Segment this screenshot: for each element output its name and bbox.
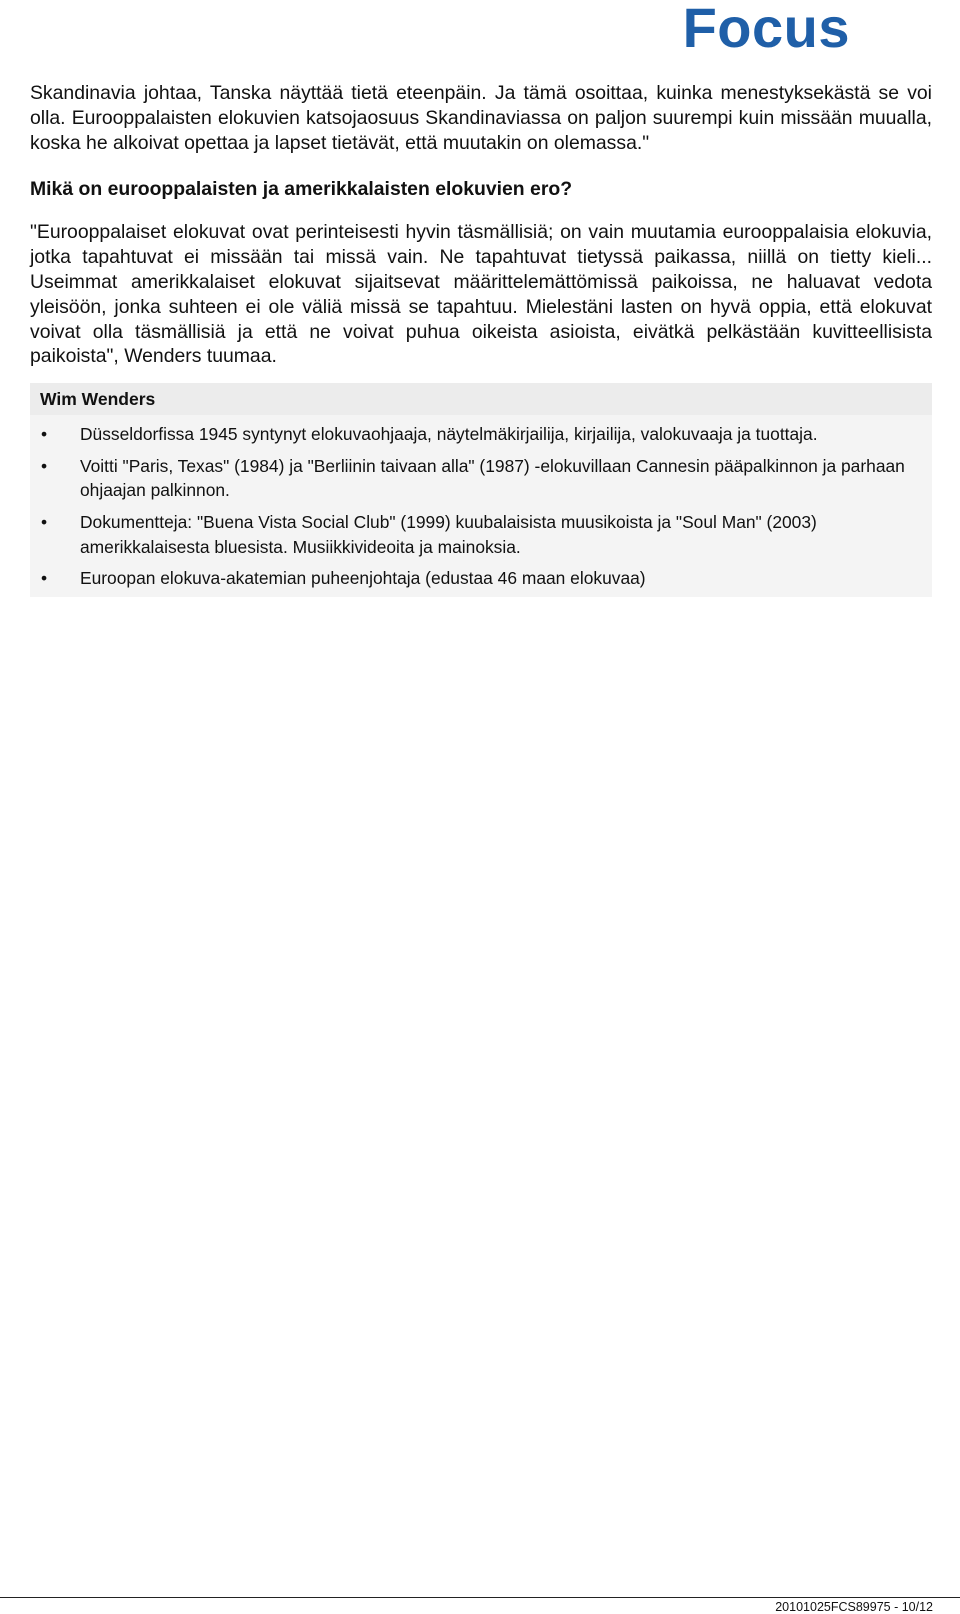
factbox xyxy=(30,383,932,597)
factbox-item-text: Voitti "Paris, Texas" (1984) ja "Berliinin taivaan alla" (1987) -elokuvillaan Cannesin pääpalkinnon ja parhaan ohjaajan palkinnon. xyxy=(80,455,905,501)
bullet-icon: • xyxy=(41,568,48,589)
bullet-icon: • xyxy=(41,424,48,445)
factbox-item xyxy=(30,566,932,591)
interview-question: Mikä on eurooppalaisten ja amerikkalaisten elokuvien ero? xyxy=(30,178,573,201)
factbox-item xyxy=(30,510,932,559)
article-paragraph-2: "Eurooppalaiset elokuvat ovat perinteisesti hyvin täsmällisiä; on vain muutamia eurooppalaisia elokuvia, jotka tapahtuvat ei missään tai missä vain. Ne tapahtuvat tietyssä paikassa, niillä on tietty kieli... Useimmat amerikkalaiset elokuvat sijaitsevat määrittelemättömissä paikoissa, ne haluavat vedota yleisöön, jonka suhteen ei ole väliä missä se tapahtuu. Mielestäni lasten on hyvä oppia, että elokuvat voivat olla täsmällisiä ja että ne voivat puhua oikeista asioista, eivätkä pelkästään kuvitteellisista paikoista", Wenders tuumaa. xyxy=(30,221,932,368)
article-body xyxy=(30,81,932,597)
bullet-icon: • xyxy=(41,511,48,532)
factbox-title: Wim Wenders xyxy=(30,383,932,415)
footer-document-code: 20101025FCS89975 - 10/12 xyxy=(775,1600,933,1614)
page-title: Focus xyxy=(682,0,850,59)
factbox-item-text: Euroopan elokuva-akatemian puheenjohtaja (edustaa 46 maan elokuvaa) xyxy=(80,568,646,589)
article-paragraph-1: Skandinavia johtaa, Tanska näyttää tietä eteenpäin. Ja tämä osoittaa, kuinka menestyksekästä se voi olla. Eurooppalaisten elokuvien katsojaosuus Skandinaviassa on paljon suurempi kuin missään muualla, koska he alkoivat opettaa ja lapset tietävät, että muutakin on olemassa." xyxy=(30,82,932,154)
bullet-icon: • xyxy=(41,455,48,476)
factbox-item xyxy=(30,422,932,447)
factbox-item-text: Dokumentteja: "Buena Vista Social Club" (1999) kuubalaisista muusikoista ja "Soul Man" (2003) amerikkalaisesta bluesista. Musiikkivideoita ja mainoksia. xyxy=(80,511,817,557)
factbox-item-text: Düsseldorfissa 1945 syntynyt elokuvaohjaaja, näytelmäkirjailija, kirjailija, valokuvaaja ja tuottaja. xyxy=(80,424,818,445)
factbox-list xyxy=(30,422,932,591)
footer-divider xyxy=(0,1597,960,1598)
factbox-item xyxy=(30,454,932,503)
